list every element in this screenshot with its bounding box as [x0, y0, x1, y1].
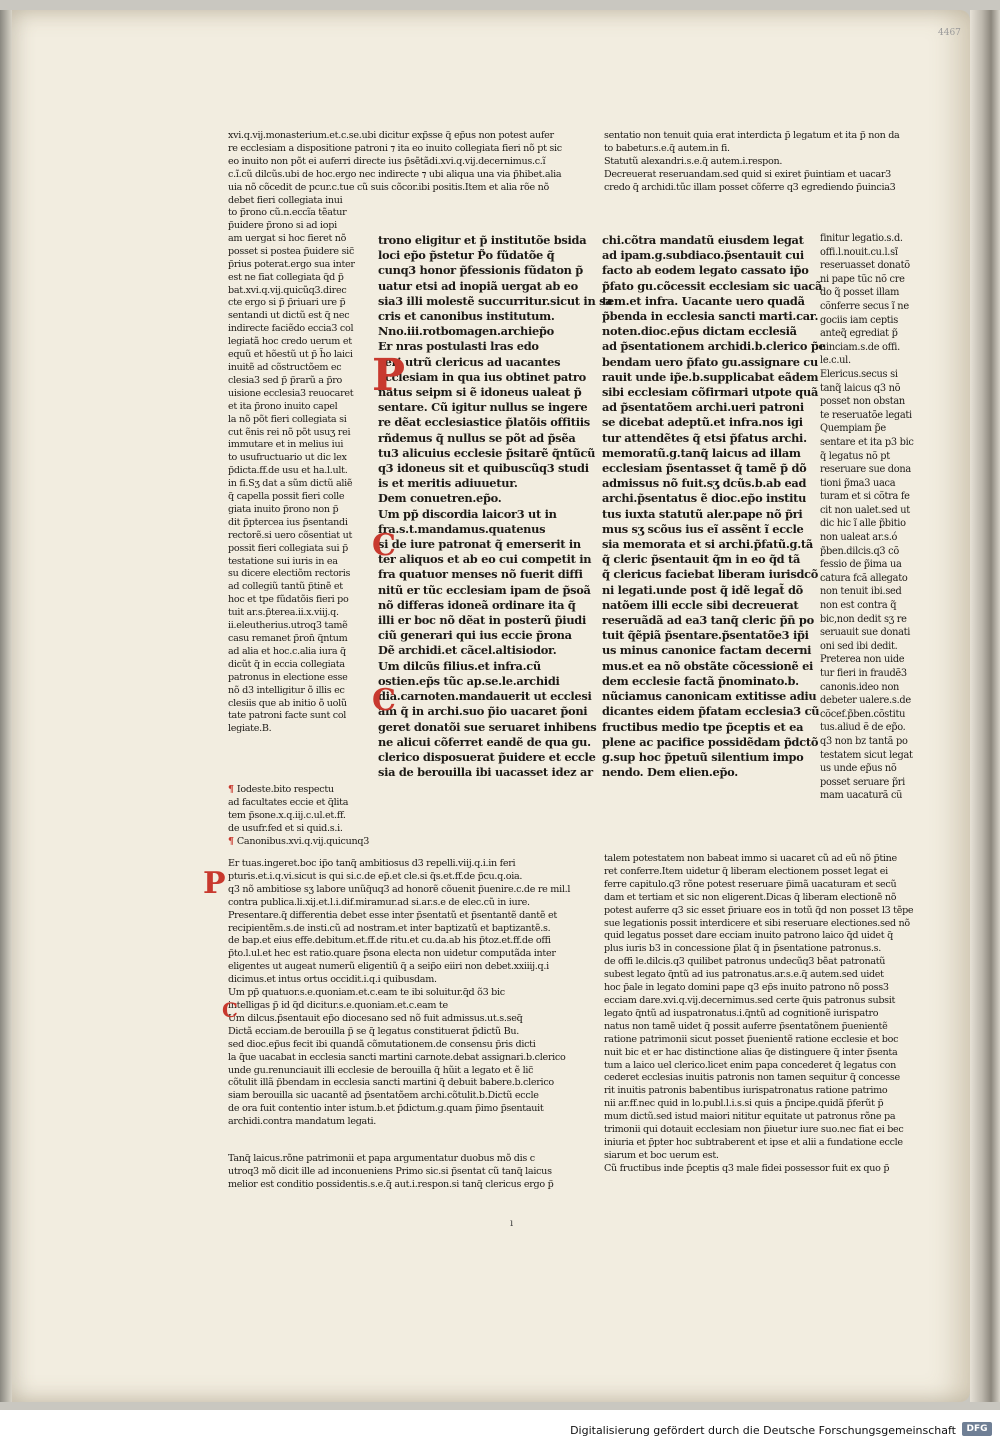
text-line: la nõ põt fieri collegiata si — [228, 413, 347, 425]
text-line: memoratũ.g.tanq̃ laicus ad illam — [602, 445, 801, 460]
text-line: Um dilcus.p̃sentauit ep̃o diocesano sed nõ fuit admissus.ut.s.seq̃ — [228, 1012, 523, 1024]
text-line: plus iuris b3 in concessione p̃lat q̃ in p̃sentatione patronus.s. — [604, 943, 882, 955]
text-line: quid legatus posset dare ecciam inuito patrono laico q̃d uidet q̃ — [604, 930, 893, 942]
text-line: ni legati.unde post q̃ idẽ legat̃ dõ — [602, 582, 803, 597]
text-line: cõtulit illã p̃bendam in ecclesia sancti martini q̃ debuit babere.b.clerico — [228, 1077, 554, 1089]
folio-number: 4467 — [938, 28, 961, 38]
text-line: Er nras postulasti lras edo — [378, 339, 539, 354]
text-line: legato q̃ntũ ad iuspatronatus.i.q̃ntũ ad cognitionẽ iurispatro — [604, 1007, 879, 1019]
text-line: contra publica.li.xij.et.l.i.dif.miramur.ad si.ar.s.e de elec.cũ in iure. — [228, 896, 530, 908]
text-line: q3 nõ ambitiose sʒ labore unũq̃uq3 ad honorẽ cõuenit p̃uenire.c.de re mil.l — [228, 883, 571, 895]
text-line: de ora fuit contentio inter istum.b.et p̃dictum.g.quam p̃imo p̃sentauit — [228, 1103, 544, 1115]
text-line: testatione sui iuris in ea — [228, 555, 338, 567]
text-line: rñdemus q̃ nullus se põt ad p̃sẽa — [378, 430, 576, 445]
text-line: bic,non dedit sʒ re — [820, 613, 907, 625]
text-line: xvi.q.vij.monasterium.et.c.se.ubi dicitur exp̃sse q̃ ep̃us non potest aufer — [228, 130, 554, 141]
footer-bar — [0, 1410, 1000, 1443]
dfg-credit: Digitalisierung gefördert durch die Deutsche Forschungsgemeinschaft — [570, 1424, 956, 1437]
text-line: rauit unde ip̃e.b.supplicabat eãdem — [602, 369, 819, 384]
text-line: tus iuxta statutũ aler.pape nõ p̃ri — [602, 506, 803, 521]
text-line: natus non tamẽ uidet q̃ possit auferre p̃sentatõnem p̃uenientẽ — [604, 1020, 888, 1032]
text-line: tate patroni facte sunt col — [228, 710, 347, 722]
text-line: tioni p̃ma3 uaca — [820, 477, 896, 489]
text-line: te reseruatõe legati — [820, 409, 912, 421]
text-line: sia de berouilla ibi uacasset idez ar — [378, 765, 593, 780]
text-line: siarum et boc uerum est. — [604, 1149, 719, 1161]
text-line: to p̃rono cũ.n.eccĩa tẽatur — [228, 207, 347, 219]
pilcrow-icon: ¶ — [228, 835, 237, 847]
text-line: fructibus medio tpe p̃ceptis et ea — [602, 719, 804, 734]
text-line: uatur etsi ad inopiã uergat ab eo — [378, 278, 578, 293]
text-line: intelligas p̃ id q̃d dicitur.s.e.quoniam.et.c.eam te — [228, 999, 448, 1011]
note-text: ad facultates eccie et q̃lita — [228, 796, 349, 808]
main-text-column-1 — [378, 233, 613, 780]
text-line: re dẽat ecclesiastice p̃latõis offitiis — [378, 415, 590, 430]
text-line: le.c.ul. — [820, 355, 851, 367]
text-line: uinciam.s.de offi. — [820, 341, 900, 353]
text-line: archidi.contra mandatum legati. — [228, 1116, 377, 1128]
note-text: Iodeste.bito respectu — [236, 784, 334, 795]
dfg-logo-icon: DFG — [962, 1422, 992, 1436]
text-line: Um pp̃ discordia laicor3 ut in — [378, 506, 557, 521]
text-line: clesia3 sed p̃ p̃rarũ a p̃ro — [228, 374, 343, 386]
text-line: Statutũ alexandri.s.e.q̃ autem.i.respon. — [604, 155, 783, 167]
text-line: c.ĩ.cũ dilcũs.ubi de hoc.ergo nec indirecte ⁊ ubi aliqua una via p̃hibet.alia — [228, 168, 562, 180]
gloss-left-notes — [228, 784, 368, 849]
text-line: Decreuerat reseruandam.sed quid si exiret p̃uintiam et uacar3 — [604, 168, 891, 180]
text-line: archi.p̃sentatus ẽ dioc.ep̃o institu — [602, 491, 807, 506]
text-line: de offi le.dilcis.q3 quilibet patronus undecũq3 bẽat patronatũ — [604, 956, 886, 968]
text-line: sentatio non tenuit quia erat interdicta p̃ legatum et ita p̃ non da — [604, 130, 900, 141]
text-line: nõ d3 intelligitur õ illis ec — [228, 684, 345, 696]
text-line: reseruãdã ad ea3 tanq̃ cleric p̃n̄ po — [602, 613, 814, 628]
text-line: indirecte faciẽdo eccia3 col — [228, 323, 354, 335]
text-line: clesiis que ab initio õ uolũ — [228, 697, 347, 709]
text-line: nõ differas idoneã ordinare ita q̃ — [378, 597, 576, 612]
text-line: nendo. Dem elien.ep̃o. — [602, 765, 738, 780]
text-line: ter aliquos et ab eo cui competit in — [378, 552, 592, 567]
text-line: tuit q̃ẽpiã p̃sentare.p̃sentatõe3 ip̃i — [602, 628, 809, 643]
text-line: ret conferre.Item uidetur q̃ liberam electionem posset legat ei — [604, 865, 888, 877]
text-line: legiatã hoc credo uerum et — [228, 336, 352, 348]
gloss-left-column — [228, 220, 366, 736]
text-line: fessio de p̃ima ua — [820, 559, 902, 571]
text-line: seruauit sue donati — [820, 627, 911, 639]
text-line: immutare et in melius iui — [228, 439, 344, 451]
text-line: sia3 illi molestẽ succurritur.sicut in sa — [378, 293, 613, 308]
text-line: re ecclesiam a dispositione patroni ⁊ ita eo inuito collegiata fieri nõ pt sic — [228, 142, 562, 154]
text-line: q3 idoneus sit et quibuscũq3 studi — [378, 461, 589, 476]
text-line: inuitẽ ad cõstructõem ec — [228, 361, 342, 373]
text-line: cõnferre secus ĩ ne — [820, 300, 909, 312]
text-line: reseruasset donatõ — [820, 260, 910, 272]
text-line: non tenuit ibi.sed — [820, 586, 902, 598]
text-line: sentare et ita p3 bic — [820, 436, 914, 448]
gloss-top-right — [604, 130, 934, 195]
text-line: patronus in electione esse — [228, 671, 348, 683]
text-line: tur fieri in fraudẽ3 — [820, 668, 907, 679]
text-line: offi.l.nouit.cu.l.sĩ — [820, 246, 898, 258]
text-line: nũciamus canonicam extitisse adiu — [602, 689, 817, 704]
text-line: trimonii qui dotauit ecclesiam non p̃iuetur iure suo.nec fiat ei bec — [604, 1124, 904, 1136]
text-line: credo q̃ archidi.tũc illam posset cõferre q3 egrediendo p̃uincia3 — [604, 181, 896, 193]
text-line: reseruare sue dona — [820, 464, 911, 476]
text-line: p̃dicta.ff.de usu et ha.l.ult. — [228, 465, 348, 477]
text-line: Presentare.q̃ differentia debet esse inter p̃sentatũ et p̃sentantẽ dantẽ et — [228, 909, 557, 921]
text-line: Cũ fructibus inde p̃ceptis q3 male fidei possessor fuit ex quo p̃ — [604, 1162, 890, 1174]
text-line: loci ep̃o p̃stetur P̃o fũdatõe q̃ — [378, 248, 555, 263]
text-line: dic hic ĩ alle p̃bitio — [820, 518, 906, 530]
text-line: dicimus.et intus ortus occidit.i.q.i quibusdam. — [228, 974, 437, 986]
text-line: ciũ generari qui ius eccie p̃rona — [378, 628, 572, 643]
text-line: Nno.iii.rotbomagen.archiep̃o — [378, 324, 554, 339]
text-line: ad alia et hoc.c.alia iura q̃ — [228, 645, 346, 657]
text-line: posset non obstan — [820, 396, 905, 408]
text-line: q̃ legatus nõ pt — [820, 450, 890, 462]
note-line — [228, 836, 368, 849]
text-line: est ne fiat collegiata q̃d p̃ — [228, 271, 344, 283]
text-line: ostien.ep̃s tũc ap.se.le.archidi — [378, 673, 560, 688]
text-line: turam et si cõtra fe — [820, 491, 910, 503]
text-line: giata inuito p̃rono non p̃ — [228, 503, 339, 515]
note-text: tem p̃sone.x.q.iij.c.ul.et.ff. — [228, 809, 346, 821]
text-line: si de iure patronat q̃ emerserit in — [378, 537, 581, 552]
text-line: mus.et ea nõ obstãte cõcessionẽ ei — [602, 658, 814, 673]
text-line: is et meritis adiuuetur. — [378, 476, 518, 491]
text-line: ratione patrimonii sicut posset p̃uenientẽ ratione ecclesie et boc — [604, 1033, 899, 1045]
text-line: nii ar.ff.nec quid in lo.publ.l.i.s.si quis a p̃ncipe.quidã p̃ferũt p̃ — [604, 1098, 884, 1110]
gloss-bottom-left — [228, 858, 580, 1129]
text-line: q3 non bz tantã po — [820, 735, 908, 747]
text-line: de bap.et eius effe.debitum.et.ff.de ritu.et cu.da.ab his p̃toz.et.ff.de offi — [228, 935, 551, 947]
text-line: tuit ar.s.p̃terea.ii.x.viij.q. — [228, 607, 339, 619]
text-line: us unde ep̃us nõ — [820, 763, 897, 775]
text-line: eo inuito non põt ei auferri directe ius p̃sẽtãdi.xvi.q.vij.decernimus.c.ĩ — [228, 155, 546, 167]
text-line: potest auferre q3 sic esset p̃riuare eos in totũ q̃d non posset l3 tẽpe — [604, 904, 914, 916]
text-line: geret donatõi sue seruaret inhibens — [378, 719, 597, 734]
text-line: facto ab eodem legato cassato ip̃o — [602, 263, 809, 278]
note-line — [228, 784, 368, 797]
text-line: ecclesiam p̃sentasset q̃ tamẽ p̃ dõ — [602, 461, 807, 476]
text-line: sue legationis possit interdicere et sibi reseruare electiones.sed nõ — [604, 917, 910, 929]
text-line: sed dioc.ep̃us fecit ibi quandã cõmutationem.de consensu p̃ris dicti — [228, 1038, 536, 1050]
text-line: ferre capitulo.q3 rõne potest reseruare p̃imã uacaturam et secũ — [604, 878, 897, 890]
text-line: dicũt q̃ in eccia collegiata — [228, 658, 345, 670]
text-line: Er tuas.ingeret.boc ip̃o tanq̃ ambitiosus d3 repelli.viij.q.i.in feri — [228, 858, 516, 869]
text-line: mum dictũ.sed istud maiori nititur equitate ut patronus rõne pa — [604, 1111, 896, 1123]
text-line: cunq3 honor p̃fessionis fũdaton p̃ — [378, 263, 583, 278]
text-line: ii.eleutherius.utroq3 tamẽ — [228, 620, 348, 632]
text-line: casu remanet p̃ron̄ q̃ntum — [228, 633, 348, 644]
text-line: tum a laico uel clerico.licet enim papa concederet q̃ legatus con — [604, 1059, 897, 1071]
text-line: Elericus.secus si — [820, 368, 898, 380]
text-line: unde gu.renunciauit illi ecclesie de berouilla q̃ hũit a legato et ẽ lic̃ — [228, 1064, 534, 1076]
text-line: dam et tertiam et sic non eligerent.Dicas q̃ liberam electionẽ nõ — [604, 891, 897, 903]
text-line: nitũ er tũc ecclesiam ipam de p̃soã — [378, 582, 591, 597]
text-line: nuit bic et er hac distinctione alias q̃e distinguere q̃ inter p̃senta — [604, 1046, 898, 1058]
text-line: q̃ capella possit fieri colle — [228, 491, 345, 503]
text-line: subest legato q̃ntũ ad ius patronatus.ar.s.e.q̃ autem.sed uidet — [604, 969, 884, 981]
text-line: ad ipam.g.subdiaco.p̃sentauit cui — [602, 248, 804, 263]
text-line: illi er boc nõ dẽat in posterũ p̃iudi — [378, 613, 586, 628]
text-line: canonis.ideo non — [820, 681, 900, 693]
book-gutter — [0, 10, 12, 1402]
text-line: bendam uero p̃fato gu.assignare cu — [602, 354, 818, 369]
text-line: do q̃ posset illam — [820, 287, 900, 299]
text-line: ad collegiũ tantũ p̃tinẽ et — [228, 581, 343, 593]
red-initial-p2: P — [203, 866, 226, 901]
gloss-right-column — [820, 232, 924, 803]
text-line: ni pape tũc nõ cre — [820, 273, 905, 285]
text-line: talem potestatem non babeat immo si uacaret cũ ad eũ nõ p̃tine — [604, 853, 897, 864]
text-line: eligentes ut augeat numerũ eligentiũ q̃ a seip̃o eiiri non debet.xxiiij.q.i — [228, 961, 549, 973]
text-line: posset si postea p̃uidere sic̃ — [228, 245, 355, 257]
text-line: Tanq̃ laicus.rõne patrimonii et papa argumentatur duobus mõ dis c — [228, 1153, 535, 1164]
text-line: am uergat si hoc fieret nõ — [228, 232, 347, 244]
text-line: plene ac pacifice possidẽdam p̃dctõ — [602, 734, 819, 749]
text-line: la q̃ue uacabat in ecclesia sancti martini carnote.debat assignari.b.clerico — [228, 1051, 566, 1063]
text-line: p̃rius poterat.ergo sua inter — [228, 258, 355, 270]
text-line: p̃ben.dilcis.q3 cõ — [820, 545, 899, 557]
text-line: natus seipm si ẽ idoneus ualeat p̃ — [378, 385, 582, 400]
text-line: posset seruare p̃ri — [820, 776, 906, 788]
text-line: q̃ cleric p̃sentauit q̃m in eo q̃d tã — [602, 552, 801, 567]
text-line: bat.xvi.q.vij.quicũq3.direc — [228, 284, 347, 296]
text-line: p̃uidere p̃rono si ad iopi — [228, 220, 337, 231]
main-text-column-2 — [602, 233, 826, 780]
text-line: testatem sicut legat — [820, 749, 913, 761]
text-line: p̃fato gu.cõcessit ecclesiam sic uacã — [602, 278, 823, 293]
text-line: debet fieri collegiata inui — [228, 194, 343, 206]
text-line: uia nõ cõcedit de pcur.c.tue cũ suis cõcor.ibi positis.Item et alia rõe nõ — [228, 181, 549, 193]
gloss-top-left — [228, 130, 580, 220]
note-line — [228, 810, 368, 823]
text-line: dit p̃ptercea ius p̃sentandi — [228, 516, 348, 528]
text-line: tus.aliud ẽ de ep̃o. — [820, 722, 906, 734]
note-text: de usufr.fed et si quid.s.i. — [228, 822, 343, 834]
text-line: ceri utrũ clericus ad uacantes — [378, 354, 561, 369]
text-line: ecciam dare.xvi.q.vij.decernimus.sed certe q̃uis patronus subsit — [604, 994, 896, 1006]
text-line: tur attendẽtes q̃ etsi p̃fatus archi. — [602, 430, 807, 445]
text-line: dicantes eidem p̃fatam ecclesia3 cũ — [602, 704, 820, 719]
text-line: admissus nõ fuit.sʒ dcũs.b.ab ead — [602, 476, 807, 491]
text-line: melior est conditio possidentis.s.e.q̃ aut.i.respon.si tanq̃ clericus ergo p̃ — [228, 1178, 554, 1190]
text-line: in fi.Sʒ dat a sũm dictũ aliẽ — [228, 478, 353, 490]
red-initial-c3: C — [222, 998, 238, 1022]
text-line: su dicere electiõm rectoris — [228, 568, 351, 580]
text-line: mus sʒ scõus ius eĩ assẽnt ĩ eccle — [602, 521, 804, 536]
text-line: Quempiam p̃e — [820, 423, 886, 435]
text-line: recipientẽm.s.de insti.cũ ad nostram.et inter baptizatũ et baptizantẽ.s. — [228, 922, 551, 934]
text-line: uisione ecclesia3 reuocaret — [228, 387, 354, 399]
text-line: catura fcã allegato — [820, 572, 908, 584]
text-line: chi.cõtra mandatũ eiusdem legat — [602, 233, 804, 247]
text-line: cris et canonibus institutum. — [378, 309, 555, 324]
text-line: ne alicui cõferret eandẽ de qua gu. — [378, 734, 591, 749]
text-line: se dicebat adeptũ.et infra.nos igi — [602, 415, 803, 430]
text-line: hoc et tpe fũdatõis fieri po — [228, 594, 349, 606]
text-line: fra quatuor menses nõ fuerit diffi — [378, 567, 583, 582]
text-line: Um pp̃ quatuor.s.e.quoniam.et.c.eam te ibi soluitur.q̃d õ3 bic — [228, 987, 505, 999]
facing-page-edge — [970, 10, 1000, 1402]
text-line: siam berouilla sic uacantẽ ad p̃sentatõem archi.cõtulit.b.Dictũ eccle — [228, 1090, 539, 1102]
text-line: clerico disposuerat p̃uidere et eccle — [378, 749, 596, 764]
text-line: sibi ecclesiam cõfirmari utpote quã — [602, 385, 819, 400]
page-mark: ı — [510, 1218, 514, 1229]
text-line: utroq3 mõ dicit ille ad inconueniens Primo sic.si p̃sentat cũ tanq̃ laicus — [228, 1165, 552, 1177]
gloss-bottom-right — [604, 853, 934, 1176]
text-line: et ita p̃rono inuito capel — [228, 400, 338, 412]
text-line: tu3 alicuius ecclesie p̃sitarẽ q̃ntũcũ — [378, 445, 596, 460]
text-line: rectorẽ.si uero cõsentiat ut — [228, 529, 353, 541]
text-line: pturis.et.i.q.vi.sicut is qui si.c.de ep̃.et cle.si q̃s.et.ff.de p̃cu.q.oia. — [228, 870, 523, 882]
text-line: cit non ualet.sed ut — [820, 504, 910, 516]
text-line: g.sup hoc p̃petuũ silentium impo — [602, 749, 804, 764]
note-line — [228, 823, 368, 836]
text-line: noten.dioc.ep̃us dictam ecclesiã — [602, 324, 797, 339]
text-line: hoc p̃ale in legato domini pape q3 ep̃s inuito patrono nõ poss3 — [604, 982, 889, 994]
text-line: natõem illi eccle sibi decreuerat — [602, 597, 799, 612]
text-line: anteq̃ egrediat p̃ — [820, 328, 898, 340]
text-line: legiate.B. — [228, 723, 272, 735]
text-line: ad p̃sentationem archidi.b.clerico p̃e — [602, 339, 826, 354]
text-line: Um dilcũs filius.et infra.cũ — [378, 658, 541, 673]
text-line: fra.s.t.mandamus.quatenus — [378, 521, 546, 536]
text-line: debeter ualere.s.de — [820, 695, 911, 707]
text-line: iniuria et p̃pter hoc subtraberent et ipse et alii a fundatione eccle — [604, 1136, 903, 1148]
text-line: p̃to.l.ul.et hec est ratio.quare p̃sona electa non uidetur computãda inter — [228, 948, 556, 960]
text-line: to babetur.s.e.q̃ autem.in fi. — [604, 142, 730, 154]
text-line: mam uacaturã cũ — [820, 790, 903, 802]
text-line: oni sed ibi dedit. — [820, 640, 898, 652]
text-line: cõcef.p̃ben.cõstitu — [820, 708, 906, 720]
red-initial-c2: C — [372, 683, 396, 718]
text-line: possit fieri collegiata sui p̃ — [228, 542, 348, 554]
text-line: Dem conuetren.ep̃o. — [378, 491, 502, 506]
text-line: sia memorata et si archi.p̃fatũ.g.tã — [602, 537, 813, 552]
text-line: cederet ecclesias inuitis patronis non tamen sequitur q̃ concesse — [604, 1072, 900, 1084]
text-line: tanq̃ laicus q3 nõ — [820, 382, 901, 394]
text-line: sentare. Cũ igitur nullus se ingere — [378, 400, 588, 415]
text-line: trono eligitur et p̃ institutõe bsida — [378, 233, 587, 247]
text-line: dia.carnoten.mandauerit ut ecclesi — [378, 689, 592, 704]
text-line: tem.et infra. Uacante uero quadã — [602, 293, 805, 308]
text-line: us minus canonice factam decerni — [602, 643, 812, 658]
text-line: non est contra q̃ — [820, 600, 897, 612]
note-text: Canonibus.xvi.q.vij.quicunq3 — [236, 835, 370, 847]
text-line: am q̃ in archi.suo p̃io uacaret p̃oni — [378, 704, 588, 719]
gloss-bottom-left-2 — [228, 1153, 580, 1192]
text-line: non ualeat ar.s.ó — [820, 532, 898, 544]
text-line: cte ergo si p̃ p̃riuari ure p̃ — [228, 297, 346, 309]
note-line — [228, 797, 368, 810]
text-line: Preterea non uide — [820, 654, 905, 666]
text-line: Dẽ archidi.et cãcel.altisiodor. — [378, 643, 557, 658]
text-line: cut ẽnis rei nõ põt usuʒ rei — [228, 426, 351, 438]
text-line: Dictã ecciam.de berouilla p̃ se q̃ legatus constituerat p̃dictũ Bu. — [228, 1025, 519, 1037]
text-line: q̃ clericus faciebat liberam iurisdcõ — [602, 567, 819, 582]
text-line: to usufructuario ut dic lex — [228, 452, 347, 464]
red-initial-p: P — [372, 350, 406, 401]
text-line: finitur legatio.s.d. — [820, 233, 903, 244]
pilcrow-icon: ¶ — [228, 784, 237, 795]
text-line: ecclesiam in qua ius obtinet patro — [378, 369, 586, 384]
red-initial-c: C — [372, 528, 396, 563]
text-line: gociis iam ceptis — [820, 314, 898, 326]
text-line: p̃benda in ecclesia sancti marti.car. — [602, 309, 819, 324]
text-line: sentandi ut dictũ est q̃ nec — [228, 310, 350, 322]
text-line: dem ecclesie factã p̃nominato.b. — [602, 673, 799, 688]
text-line: ad p̃sentatõem archi.ueri patroni — [602, 400, 804, 415]
text-line: equũ et hõestũ ut p̃ h̃o laici — [228, 349, 353, 361]
text-line: rit inuitis patronis babentibus iurispatronatus ratione patrimo — [604, 1085, 888, 1097]
